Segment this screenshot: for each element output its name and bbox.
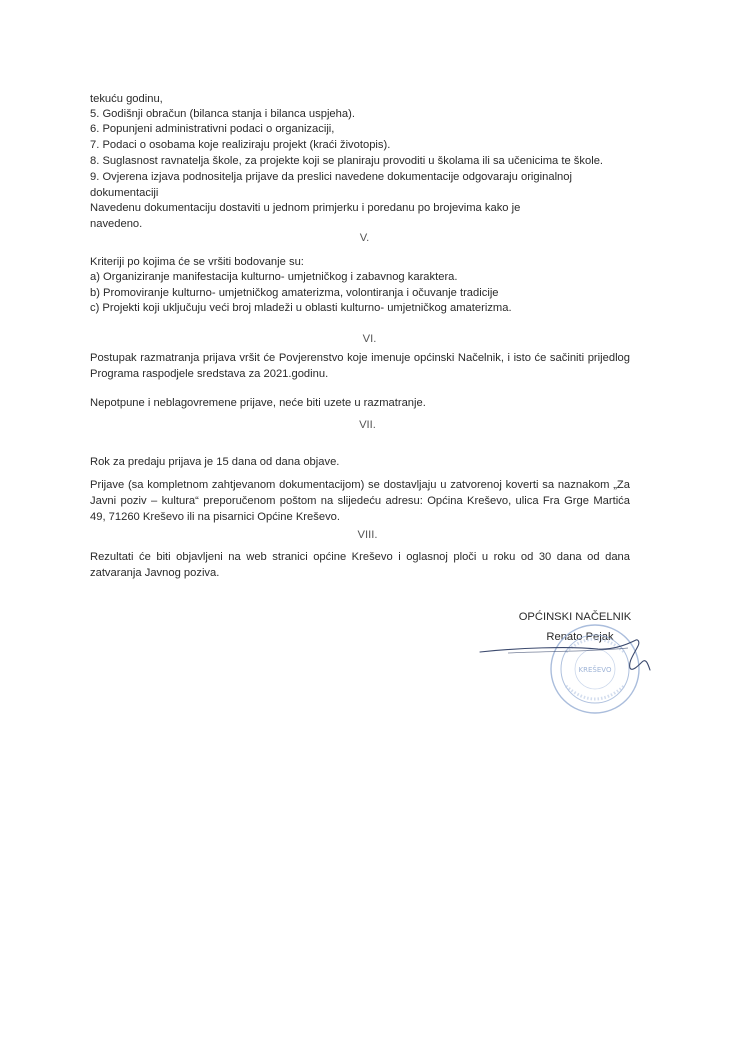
list-line: 5. Godišnji obračun (bilanca stanja i bilanca uspjeha). (90, 108, 355, 120)
list-line: 8. Suglasnost ravnatelja škole, za projekte koji se planiraju provoditi u školama ili sa učenicima te škole. (90, 155, 604, 167)
list-line: 6. Popunjeni administrativni podaci o organizaciji, (90, 123, 335, 135)
list-line: dokumentaciji (90, 187, 159, 199)
signature-name: Renato Pejak (546, 631, 614, 643)
list-line: tekuću godinu, (90, 93, 163, 105)
list-line: Navedenu dokumentaciju dostaviti u jednom primjerku i poredanu po brojevima kako je (90, 202, 521, 214)
criteria-item: a) Organiziranje manifestacija kulturno- umjetničkog i zabavnog karaktera. (90, 271, 458, 283)
handwritten-signature-icon (478, 636, 658, 686)
section-heading-vii: VII. (359, 419, 376, 431)
criteria-item: b) Promoviranje kulturno- umjetničkog amaterizma, volontiranja i očuvanje tradicije (90, 287, 499, 299)
section-vii-paragraph: Rok za predaju prijava je 15 dana od dana objave. (90, 456, 340, 468)
criteria-intro: Kriteriji po kojima će se vršiti bodovanje su: (90, 256, 304, 268)
list-line: 7. Podaci o osobama koje realiziraju projekt (kraći životopis). (90, 139, 391, 151)
section-vi-paragraph: Nepotpune i neblagovremene prijave, neće biti uzete u razmatranje. (90, 397, 426, 409)
section-vii-paragraph: Prijave (sa kompletnom zahtjevanom dokumentacijom) se dostavljaju u zatvorenoj koverti sa naznakom „Za Javni poziv – kultura“ preporučenom poštom na slijedeću adresu: Općina Kreševo, ulica Fra Grge Martića 49, 71260 Kreševo ili na pisarnici Općine Kreševo. (90, 479, 630, 523)
list-line: navedeno. (90, 218, 143, 230)
section-heading-v: V. (359, 232, 370, 244)
section-heading-vi: VI. (362, 333, 377, 345)
stamp-center-text: KREŠEVO (578, 666, 612, 674)
section-vi-paragraph: Postupak razmatranja prijava vršit će Povjerenstvo koje imenuje općinski Načelnik, i isto će sačiniti prijedlog Programa raspodjele sredstava za 2021.godinu. (90, 352, 630, 380)
section-viii-paragraph: Rezultati će biti objavljeni na web stranici općine Kreševo i oglasnoj ploči u roku od 30 dana od dana zatvaranja Javnog poziva. (90, 551, 630, 579)
list-line: 9. Ovjerena izjava podnositelja prijave da preslici navedene dokumentacije odgovaraju originalnoj (90, 171, 572, 183)
criteria-item: c) Projekti koji uključuju veći broj mladeži u oblasti kulturno- umjetničkog amaterizma. (90, 302, 512, 314)
section-heading-viii: VIII. (357, 529, 378, 541)
signature-title: OPĆINSKI NAČELNIK (518, 611, 632, 623)
